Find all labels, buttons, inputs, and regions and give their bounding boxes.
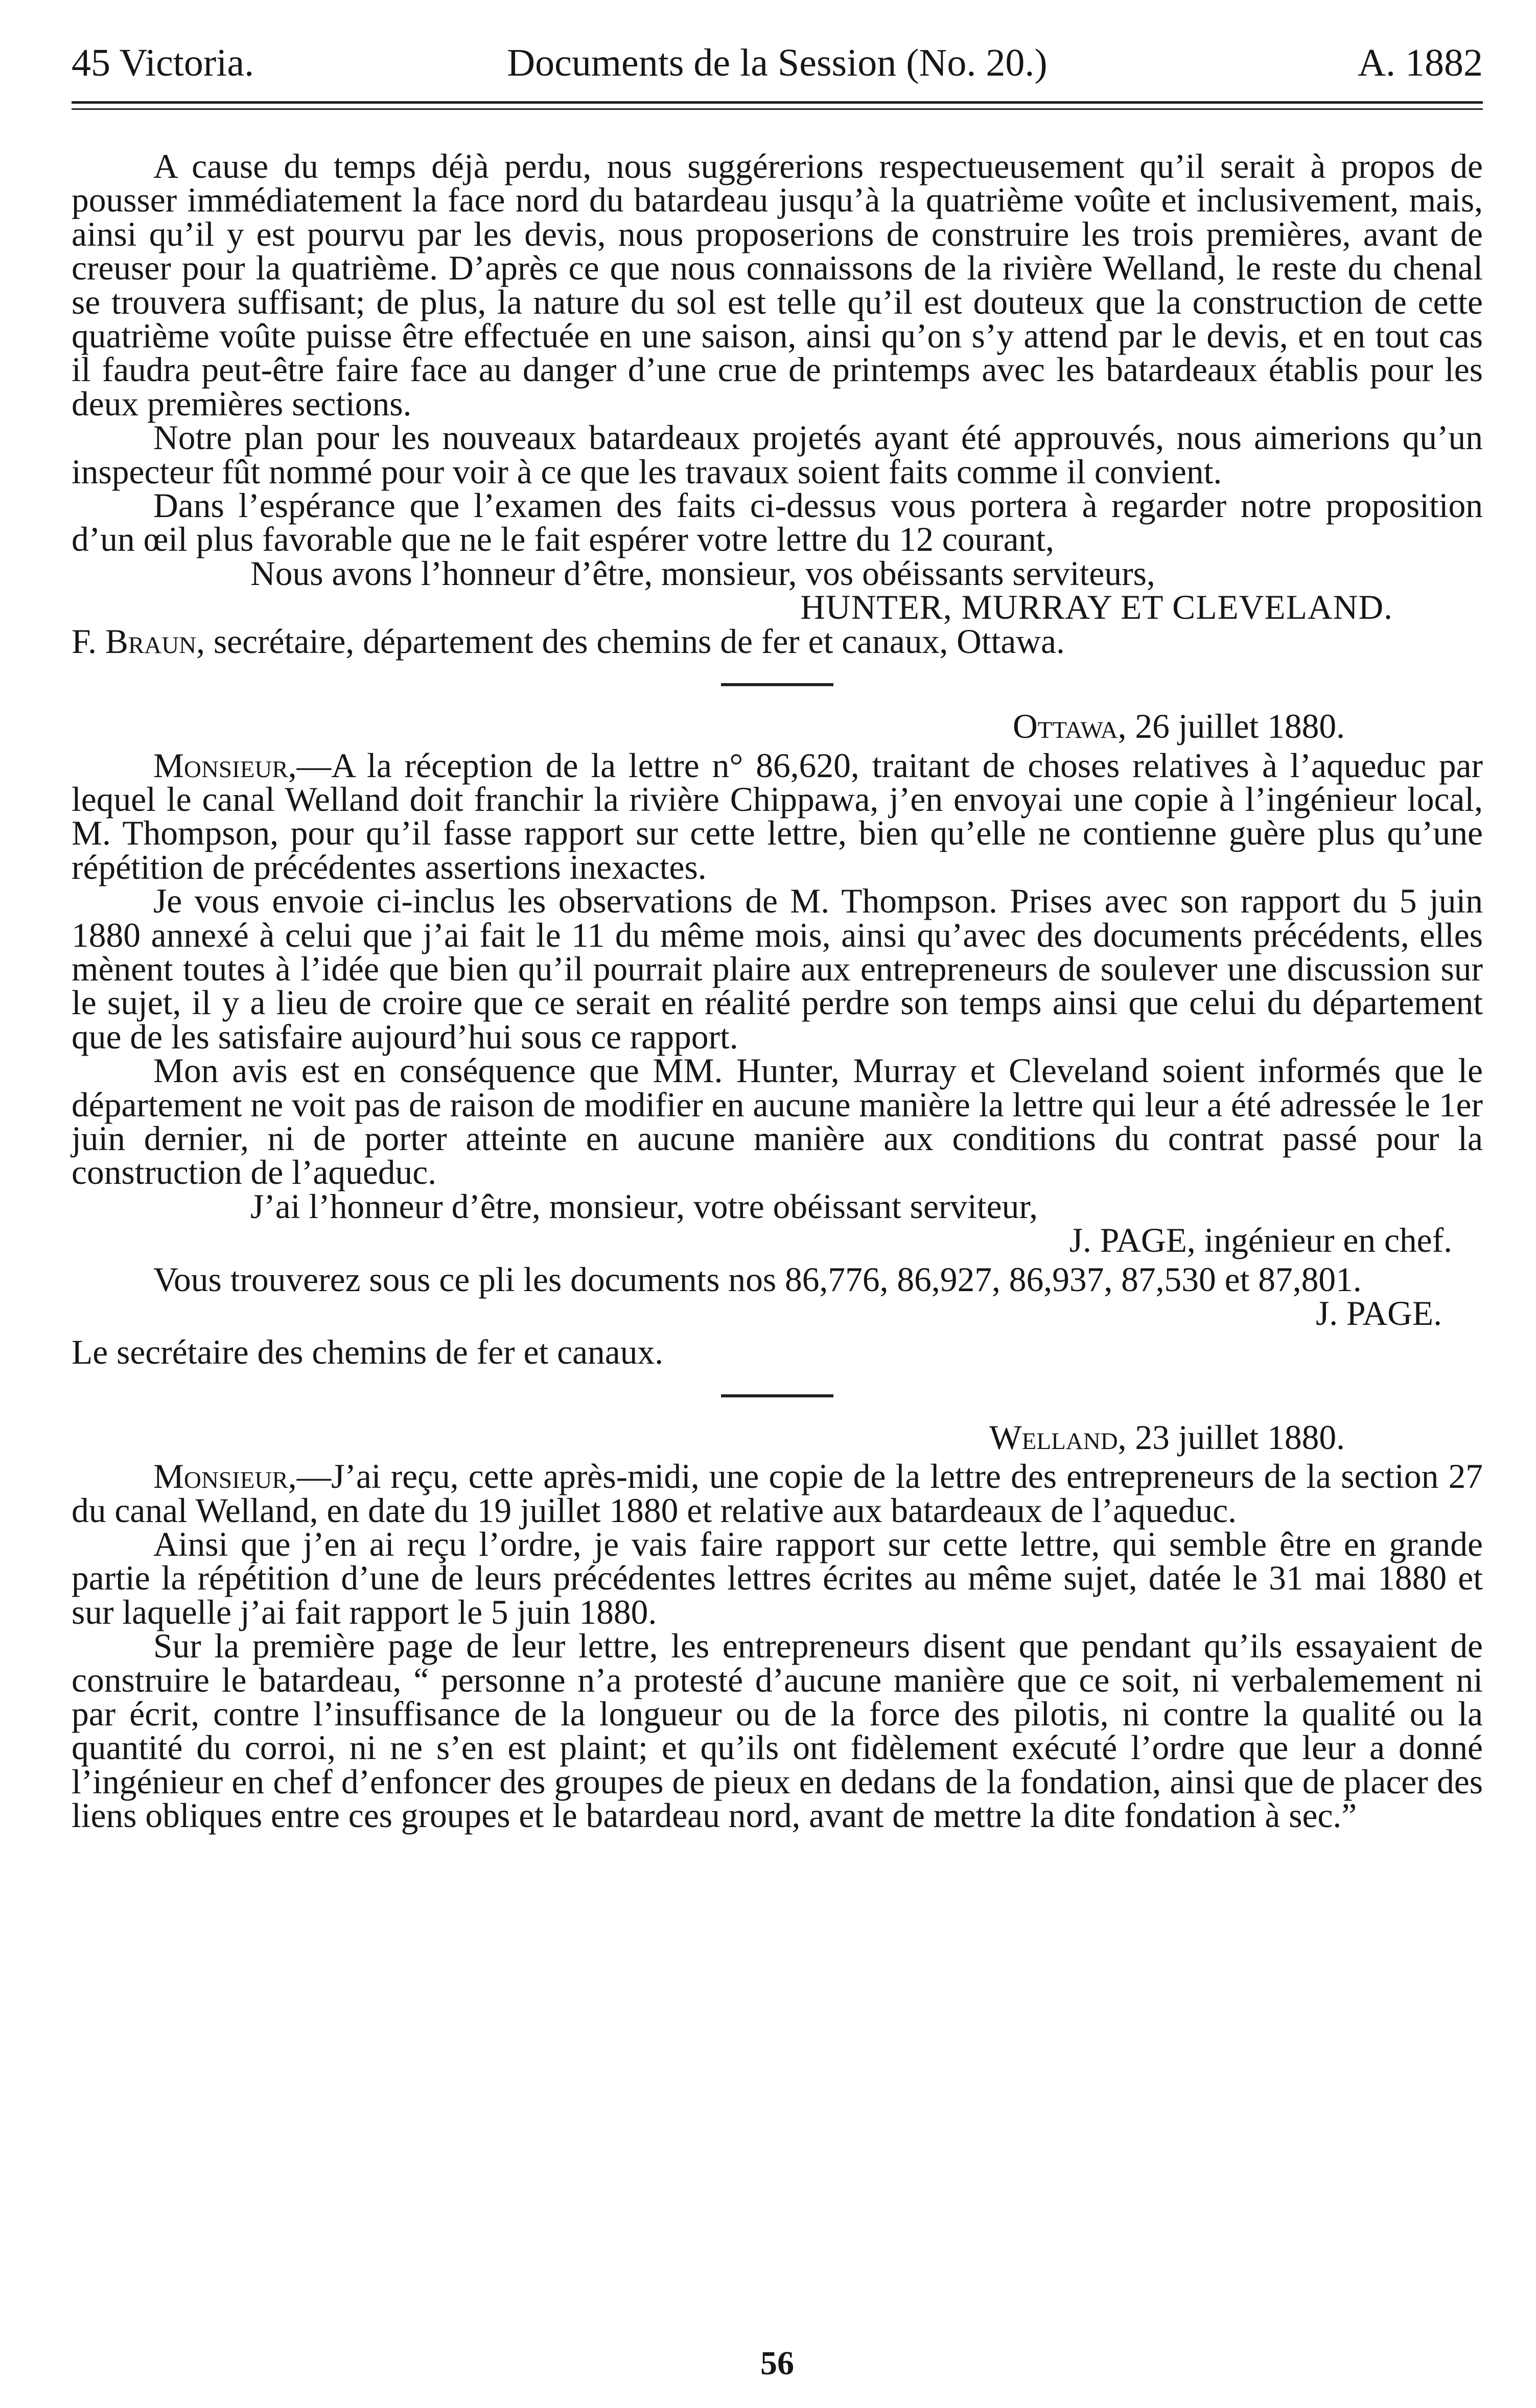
section-separator (721, 1394, 833, 1397)
paragraph (72, 1457, 1483, 1530)
closing-line: Nous avons l’honneur d’être, monsieur, vos obéissants serviteurs, (250, 554, 1155, 593)
page (72, 25, 1483, 2385)
header-volume: 45 Victoria. (72, 41, 254, 84)
signature: J. PAGE, ingénieur en chef. (1069, 1221, 1452, 1260)
paragraph: Notre plan pour les nouveaux batardeaux projetés ayant été approuvés, nous aimerions qu’un inspecteur fût nommé pour voir à ce que les travaux soient faits comme il convient. (72, 418, 1483, 491)
section-separator (721, 683, 833, 686)
paragraph-text: —J’ai reçu, cette après-midi, une copie de la lettre des entrepreneurs de la section 27 du canal Welland, en date du 19 juillet 1880 et relative aux batardeaux de l’aqueduc. (72, 1457, 1483, 1530)
signature: J. PAGE. (1316, 1294, 1442, 1332)
dateline (72, 707, 1483, 746)
header-double-rule (72, 101, 1483, 110)
salutation: Monsieur, (153, 746, 297, 785)
paragraph: Ainsi que j’en ai reçu l’ordre, je vais faire rapport sur cette lettre, qui semble être en grande partie la répétition d’une de leurs précédentes lettres écrites au même sujet, datée le 31 mai 1880 et sur laquelle j’ai fait rapport le 5 juin 1880. (72, 1525, 1483, 1631)
paragraph: Vous trouverez sous ce pli les documents nos 86,776, 86,927, 86,937, 87,530 et 87,801. (153, 1260, 1362, 1299)
paragraph: Mon avis est en conséquence que MM. Hunter, Murray et Cleveland soient informés que le département ne voit pas de raison de modifier en aucune manière la lettre qui leur a été adressée le 1er juin dernier, ni de porter atteinte en aucune manière aux conditions du contrat passé pour la construction de l’aqueduc. (72, 1051, 1483, 1192)
dateline-date: 23 juillet 1880. (1135, 1418, 1345, 1457)
dateline-place: Welland, (989, 1418, 1127, 1457)
paragraph: Dans l’espérance que l’examen des faits ci-dessus vous portera à regarder notre proposition d’un œil plus favorable que ne le fait espérer votre lettre du 12 courant, (72, 486, 1483, 559)
header-title: Documents de la Session (No. 20.) (507, 41, 1048, 84)
signature: HUNTER, MURRAY ET CLEVELAND. (800, 588, 1393, 627)
letter-page (72, 707, 1483, 1372)
closing-line: J’ai l’honneur d’être, monsieur, votre obéissant serviteur, (250, 1187, 1038, 1226)
page-body (72, 147, 1483, 1835)
dateline-place: Ottawa, (1012, 707, 1127, 746)
page-number: 56 (760, 2345, 794, 2382)
paragraph: Sur la première page de leur lettre, les entrepreneurs disent que pendant qu’ils essayaient de construire le batardeau, “ personne n’a protesté d’aucune manière que ce soit, ni verbalemement ni par écrit, contre l’insuffisance de la longueur ou de la force des pilotis, ni contre la qualité ou la quantité du corroi, ni ne s’en est plaint; et qu’ils ont fidèlement exécuté l’ordre que leur a donné l’ingénieur en chef d’enfoncer des groupes de pieux en dedans de la fondation, ainsi que de placer des liens obliques entre ces groupes et le batardeau nord, avant de mettre la dite fondation à sec.” (72, 1627, 1483, 1835)
letter-contractors (72, 147, 1483, 661)
paragraph (72, 746, 1483, 886)
dateline-date: 26 juillet 1880. (1135, 707, 1345, 746)
addressee-name: F. Braun, (72, 622, 205, 661)
paragraph: Je vous envoie ci-inclus les observations de M. Thompson. Prises avec son rapport du 5 juin 1880 annexé à celui que j’ai fait le 11 du même mois, ainsi qu’avec des documents précédents, elles mènent toutes à l’idée que bien qu’il pourrait plaire aux entrepreneurs de soulever une discussion sur le sujet, il y a lieu de croire que ce serait en réalité perdre son temps ainsi que celui du département que de les satisfaire aujourd’hui sous ce rapport. (72, 882, 1483, 1056)
paragraph: A cause du temps déjà perdu, nous suggérerions respectueusement qu’il serait à propos de pousser immédiatement la face nord du batardeau jusqu’à la quatrième voûte et inclusivement, mais, ainsi qu’il y est pourvu par les devis, nous proposerions de construire les trois premières, avant de creuser pour la quatrième. D’après ce que nous connaissons de la rivière Welland, le reste du chenal se trouvera suffisant; de plus, la nature du sol est telle qu’il est douteux que la construction de cette quatrième voûte puisse être effectuée en une saison, ainsi qu’on s’y attend par le devis, et en tout cas il faudra peut-être faire face au danger d’une crue de printemps avec les batardeaux établis pour les deux premières sections. (72, 147, 1483, 423)
addressee-title: secrétaire, département des chemins de fer et canaux, Ottawa. (213, 622, 1065, 661)
paragraph-text: —A la réception de la lettre n° 86,620, traitant de choses relatives à l’aqueduc par lequel le canal Welland doit franchir la rivière Chippawa, j’en envoyai une copie à l’ingénieur local, M. Thompson, pour qu’il fasse rapport sur cette lettre, bien qu’elle ne contienne guère plus qu’une répétition de précédentes assertions inexactes. (72, 746, 1483, 886)
header-year: A. 1882 (1358, 41, 1483, 84)
dateline (72, 1418, 1483, 1457)
addressee (72, 622, 1483, 661)
salutation: Monsieur, (153, 1457, 297, 1496)
letter-thompson (72, 1418, 1483, 1835)
running-header (72, 25, 1483, 101)
addressee: Le secrétaire des chemins de fer et canaux. (72, 1333, 664, 1372)
